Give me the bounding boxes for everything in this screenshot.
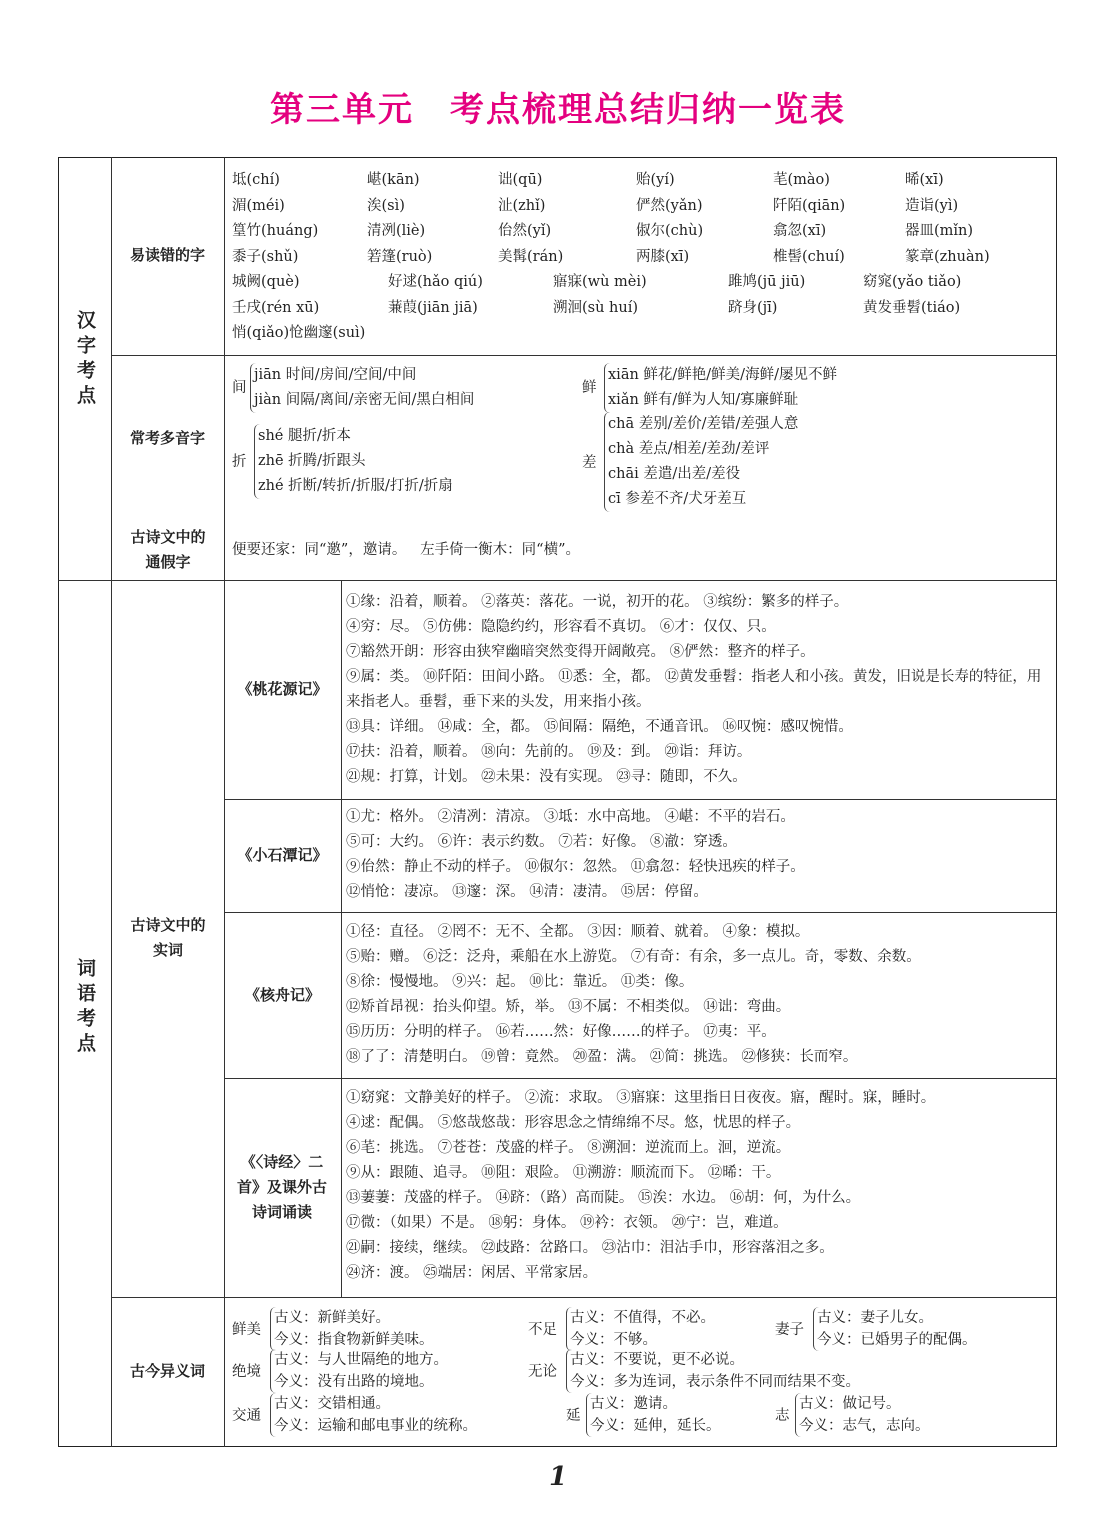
- gujin-word: 无论: [528, 1364, 557, 1380]
- note-line: ⑨佁然：静止不动的样子。 ⑩俶尔：忽然。 ⑪翕忽：轻快迅疾的样子。: [346, 859, 805, 875]
- note-line: ⑬具：详细。 ⑭咸：全，都。 ⑮间隔：隔绝，不通音讯。 ⑯叹惋：感叹惋惜。: [346, 719, 853, 735]
- duoyin-line: jiàn 间隔/离间/亲密无间/黑白相间: [254, 392, 475, 408]
- gujin-gu: 古义：不值得，不必。: [570, 1310, 715, 1326]
- yidu-item: 贻(yí): [636, 172, 675, 188]
- row-divider-4: [224, 1078, 1057, 1079]
- yidu-item: 诎(qū): [498, 172, 543, 188]
- section-hanzi: 汉字考点: [74, 310, 96, 410]
- tongjia-text: 便要还家：同“邀”，邀请。 左手倚一衡木：同“横”。: [232, 542, 580, 558]
- note-line: ⑤贻：赠。 ⑥泛：泛舟，乘船在水上游览。 ⑦有奇：有余，多一点儿。奇，零数、余数。: [346, 949, 921, 965]
- note-line: ㉑规：打算，计划。 ㉒未果：没有实现。 ㉓寻：随即，不久。: [346, 769, 747, 785]
- duoyin-char: 鲜: [582, 380, 597, 396]
- duoyin-line: xiān 鲜花/鲜艳/鲜美/海鲜/屡见不鲜: [608, 367, 837, 383]
- yidu-item: 清冽(liè): [367, 223, 426, 239]
- yidu-item: 湄(méi): [232, 197, 285, 214]
- work-notes-hezhou: [346, 920, 1052, 1070]
- yidu-item: 雎鸠(jū jiū): [728, 274, 806, 290]
- gujin-word: 志: [775, 1408, 790, 1424]
- work-notes-xiaoshitan: [346, 805, 1052, 905]
- yidu-item: 悄(qiǎo)怆幽邃(suì): [232, 325, 366, 341]
- duoyin-line: xiǎn 鲜有/鲜为人知/寡廉鲜耻: [608, 392, 799, 408]
- yidu-item: 美髯(rán): [498, 248, 564, 265]
- section-divider: [58, 580, 1057, 581]
- work-title: 《桃花源记》: [237, 680, 328, 698]
- page-title: [0, 82, 1116, 131]
- gujin-gu: 古义：新鲜美好。: [274, 1310, 390, 1326]
- gujin-gu: 古义：交错相通。: [274, 1396, 390, 1412]
- note-line: ㉑嗣：接续，继续。 ㉒歧路：岔路口。 ㉓沾巾：泪沾手巾，形容落泪之多。: [346, 1240, 834, 1256]
- work-notes-shijing: [346, 1086, 1052, 1286]
- duoyin-line: shé 腿折/折本: [258, 428, 351, 444]
- gujin-gu: 古义：做记号。: [799, 1396, 901, 1412]
- yidu-item: 阡陌(qiān): [773, 197, 846, 214]
- note-line: ⑮历历：分明的样子。 ⑯若……然：好像……的样子。 ⑰夷：平。: [346, 1024, 776, 1040]
- duoyin-xian: [582, 363, 1002, 415]
- yidu-item: 黄发垂髫(tiáo): [863, 299, 961, 316]
- row-divider-1: [111, 355, 1057, 356]
- title-part1: 第三单元: [270, 90, 414, 130]
- note-line: ⑰扶：沿着，顺着。 ⑱向：先前的。 ⑲及：到。 ⑳诣：拜访。: [346, 744, 752, 760]
- note-line: ①缘：沿着，顺着。 ②落英：落花。一说，初开的花。 ③缤纷：繁多的样子。: [346, 594, 849, 610]
- gujin-word: 妻子: [775, 1322, 804, 1338]
- note-line: ⑨从：跟随、追寻。 ⑩阻：艰险。 ⑪溯游：顺流而下。 ⑫晞：干。: [346, 1165, 781, 1181]
- gujin-jin: 今义：没有出路的境地。: [274, 1374, 434, 1390]
- yidu-item: 椎髻(chuí): [773, 248, 845, 265]
- duoyin-zhe: [232, 424, 572, 502]
- gujin-word: 绝境: [232, 1364, 261, 1380]
- note-line: ⑧徐：慢慢地。 ⑨兴：起。 ⑩比：靠近。 ⑪类：像。: [346, 974, 694, 990]
- yidu-item: 两膝(xī): [636, 248, 690, 265]
- duoyin-line: jiān 时间/房间/空间/中间: [254, 367, 417, 383]
- gujin-jin: 今义：指食物新鲜美味。: [274, 1332, 434, 1348]
- duoyin-jian: [232, 363, 572, 415]
- label-tongjia: 古诗文中的通假字: [130, 528, 206, 571]
- note-line: ⑫矫首昂视：抬头仰望。矫，举。 ⑬不属：不相类似。 ⑭诎：弯曲。: [346, 999, 791, 1015]
- gujin-gu: 古义：与人世隔绝的地方。: [274, 1352, 448, 1368]
- note-line: ⑦豁然开朗：形容由狭窄幽暗突然变得开阔敞亮。 ⑧俨然：整齐的样子。: [346, 644, 815, 660]
- gujin-item: [775, 1307, 1116, 1353]
- yidu-item: 溯洄(sù huí): [553, 299, 639, 316]
- yidu-item: 翕忽(xī): [773, 223, 827, 239]
- gujin-jin: 今义：已婚男子的配偶。: [817, 1332, 977, 1348]
- gujin-jin: 今义：志气，志向。: [799, 1418, 930, 1434]
- work-title: 《〈诗经〉二首》及课外古诗词诵读: [236, 1153, 327, 1221]
- duoyin-char: 差: [582, 455, 597, 471]
- duoyin-char: 间: [232, 380, 247, 396]
- row-divider-3: [224, 912, 1057, 913]
- yidu-item: 芼(mào): [773, 172, 830, 188]
- yidu-item: 篁竹(huáng): [232, 223, 319, 239]
- label-duoyin: 常考多音字: [129, 429, 205, 447]
- row-divider-2: [224, 799, 1057, 800]
- note-line: ①径：直径。 ②罔不：无不、全都。 ③因：顺着、就着。 ④象：模拟。: [346, 924, 810, 940]
- note-line: ⑱了了：清楚明白。 ⑲曾：竟然。 ⑳盈：满。 ㉑简：挑选。 ㉒修狭：长而窄。: [346, 1049, 858, 1065]
- note-line: ①尤：格外。 ②清冽：清凉。 ③坻：水中高地。 ④嵁：不平的岩石。: [346, 809, 795, 825]
- gujin-jin: 今义：多为连词，表示条件不同而结果不变。: [570, 1374, 860, 1390]
- yidu-item: 跻身(jī): [728, 299, 778, 316]
- note-line: ㉔济：渡。 ㉕端居：闲居、平常家居。: [346, 1265, 598, 1281]
- label-gujin: 古今异义词: [129, 1362, 205, 1380]
- gujin-gu: 古义：邀请。: [590, 1396, 677, 1412]
- section-ciyu: 词语考点: [74, 958, 96, 1058]
- note-line: ⑨属：类。 ⑩阡陌：田间小路。 ⑪悉：全，都。 ⑫黄发垂髫：指老人和小孩。黄发，旧说是长寿的特征，用来指老人。垂髫，垂下来的头发，用来指小孩。: [346, 669, 1042, 710]
- note-line: ①窈窕：文静美好的样子。 ②流：求取。 ③寤寐：这里指日日夜夜。寤，醒时。寐，睡时。: [346, 1090, 936, 1106]
- yidu-item: 好逑(hǎo qiú): [388, 274, 483, 290]
- duoyin-line: zhē 折腾/折跟头: [258, 453, 366, 469]
- work-notes-taohua: [346, 590, 1052, 790]
- page-number: 1: [548, 1462, 568, 1492]
- gujin-word: 延: [566, 1408, 581, 1424]
- yidu-item: 佁然(yǐ): [498, 223, 552, 239]
- work-title: 《小石潭记》: [237, 846, 328, 864]
- yidu-item: 沚(zhǐ): [498, 197, 546, 214]
- duoyin-char: 折: [232, 454, 247, 470]
- duoyin-line: chā 差别/差价/差错/差强人意: [608, 416, 799, 432]
- gujin-word: 鲜美: [232, 1322, 261, 1338]
- yidu-item: 寤寐(wù mèi): [553, 274, 647, 290]
- duoyin-line: chāi 差遣/出差/差役: [608, 466, 741, 482]
- yidu-item: 俶尔(chù): [636, 223, 704, 239]
- yidu-item: 窈窕(yǎo tiǎo): [863, 274, 962, 290]
- yidu-item: 晞(xī): [905, 172, 944, 188]
- yidu-item: 嵁(kān): [367, 172, 420, 188]
- gujin-word: 不足: [528, 1322, 557, 1338]
- gujin-item: [775, 1393, 1116, 1439]
- yidu-item: 黍子(shǔ): [232, 248, 299, 265]
- duoyin-line: zhé 折断/转折/折服/打折/折扇: [258, 478, 453, 494]
- duoyin-cha: [582, 412, 1002, 516]
- row-divider-5: [111, 1297, 1057, 1298]
- note-line: ⑬萋萋：茂盛的样子。 ⑭跻：（路）高而陡。 ⑮涘：水边。 ⑯胡：何，为什么。: [346, 1190, 861, 1206]
- note-line: ⑰微：（如果）不是。 ⑱躬：身体。 ⑲衿：衣领。 ⑳宁：岂，难道。: [346, 1215, 788, 1231]
- yidu-item: 篆章(zhuàn): [905, 248, 990, 265]
- work-title: 《核舟记》: [244, 986, 320, 1004]
- yidu-item: 壬戌(rén xū): [232, 299, 320, 316]
- note-line: ④逑：配偶。 ⑤悠哉悠哉：形容思念之情绵绵不尽。悠，忧思的样子。: [346, 1115, 801, 1131]
- col-divider-3: [341, 580, 342, 1297]
- duoyin-line: chà 差点/相差/差劲/差评: [608, 441, 770, 457]
- yidu-item: 蒹葭(jiān jiā): [388, 299, 478, 316]
- gujin-gu: 古义：妻子儿女。: [817, 1310, 933, 1326]
- gujin-jin: 今义：延伸，延长。: [590, 1418, 721, 1434]
- yidu-item: 涘(sì): [367, 197, 405, 214]
- label-yidu: 易读错的字: [129, 246, 205, 264]
- gujin-gu: 古义：不要说，更不必说。: [570, 1352, 744, 1368]
- note-line: ④穷：尽。 ⑤仿佛：隐隐约约，形容看不真切。 ⑥才：仅仅、只。: [346, 619, 776, 635]
- yidu-item: 坻(chí): [232, 172, 280, 188]
- gujin-jin: 今义：运输和邮电事业的统称。: [274, 1418, 477, 1434]
- note-line: ⑫悄怆：凄凉。 ⑬邃：深。 ⑭清：凄清。 ⑮居：停留。: [346, 884, 708, 900]
- gujin-word: 交通: [232, 1408, 261, 1424]
- yidu-item: 造诣(yì): [905, 197, 959, 214]
- col-divider-2: [224, 157, 225, 1447]
- yidu-item: 箬篷(ruò): [367, 248, 433, 265]
- label-shici: 古诗文中的实词: [130, 916, 206, 959]
- yidu-item: 城阙(què): [232, 274, 300, 290]
- note-line: ⑥芼：挑选。 ⑦苍苍：茂盛的样子。 ⑧溯洄：逆流而上。洄，逆流。: [346, 1140, 791, 1156]
- col-divider-1: [111, 157, 112, 1447]
- title-part2: 考点梳理总结归纳一览表: [450, 90, 846, 130]
- yidu-item: 俨然(yǎn): [636, 197, 703, 214]
- duoyin-line: cī 参差不齐/犬牙差互: [608, 491, 747, 507]
- gujin-jin: 今义：不够。: [570, 1332, 657, 1348]
- yidu-item: 器皿(mǐn): [905, 223, 974, 239]
- gujin-item: [528, 1349, 1008, 1395]
- note-line: ⑤可：大约。 ⑥许：表示约数。 ⑦若：好像。 ⑧澈：穿透。: [346, 834, 737, 850]
